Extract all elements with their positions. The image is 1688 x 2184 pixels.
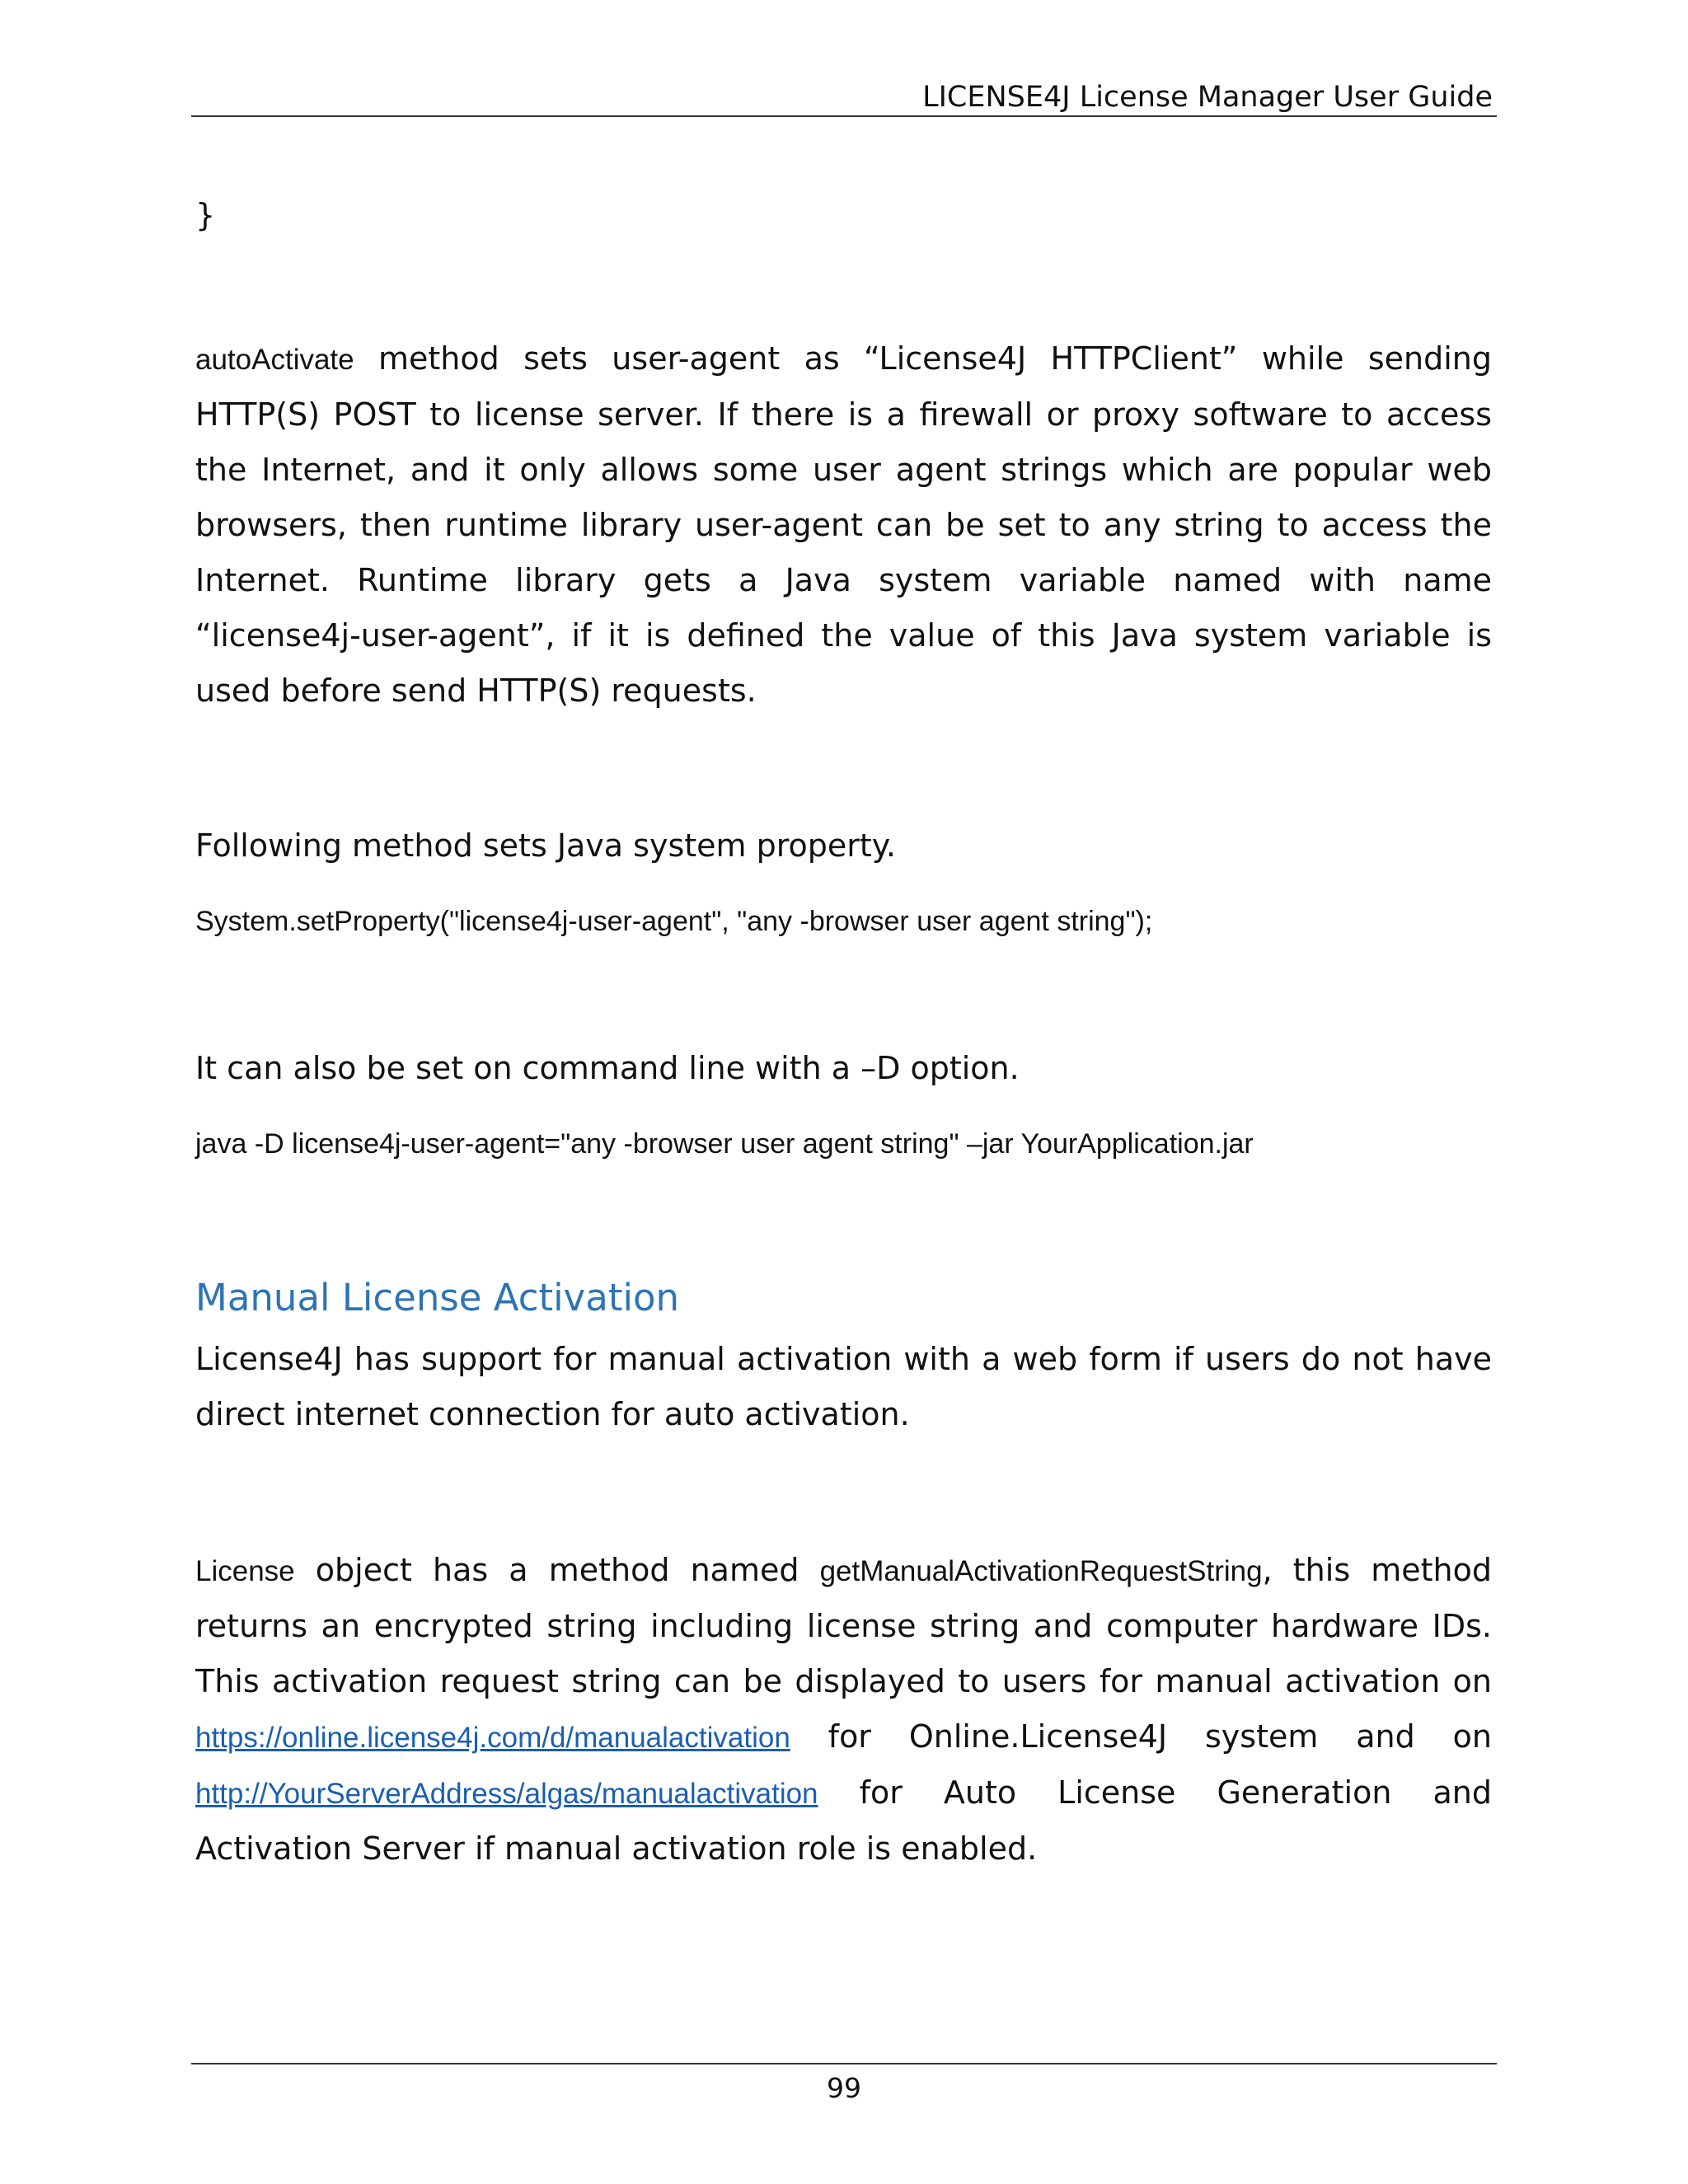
running-header-title: LICENSE4J License Manager User Guide xyxy=(922,81,1493,114)
online-manual-activation-link[interactable]: https://online.license4j.com/d/manualactivation xyxy=(195,1722,790,1754)
footer-rule xyxy=(191,2063,1497,2064)
user-agent-paragraph xyxy=(195,331,1492,719)
set-property-code: System.setProperty("license4j-user-agent", "any -browser user agent string"); xyxy=(195,906,1153,937)
header-rule xyxy=(191,115,1497,117)
section-heading-manual-activation: Manual License Activation xyxy=(195,1276,680,1319)
manual-activation-paragraph xyxy=(195,1543,1492,1877)
manual-activation-text-3: for Online.License4J system and on xyxy=(790,1718,1492,1755)
command-line-intro: It can also be set on command line with a –D option. xyxy=(195,1050,1020,1086)
closing-brace: } xyxy=(195,197,216,233)
user-agent-paragraph-text: method sets user-agent as “License4J HTTPClient” while sending HTTP(S) POST to license server. If there is a firewall or proxy software to access the Internet, and it only allows some user agent strings which are popular web browsers, then runtime library user-agent can be set to any string to access the Internet. Runtime library gets a Java system variable named with name “license4j-user-agent”, if it is defined the value of this Java system variable is used before send HTTP(S) requests. xyxy=(195,340,1492,709)
page-number: 99 xyxy=(827,2072,861,2104)
command-line-code: java -D license4j-user-agent="any -browser user agent string" –jar YourApplication.jar xyxy=(195,1128,1254,1160)
system-property-intro: Following method sets Java system property. xyxy=(195,827,896,864)
autoactivate-code: autoActivate xyxy=(195,344,354,376)
manual-activation-intro: License4J has support for manual activation with a web form if users do not have direct internet connection for auto activation. xyxy=(195,1341,1492,1432)
manual-activation-text-4: for Auto License Generation and Activation Server if manual activation role is enabled. xyxy=(195,1774,1492,1867)
license-object-code: License xyxy=(195,1555,295,1587)
manual-activation-text-2: , this method returns an encrypted string including license string and computer hardware IDs. This activation request string can be displayed to users for manual activation on xyxy=(195,1552,1492,1699)
manual-activation-text-1: object has a method named xyxy=(294,1552,820,1588)
get-request-string-code: getManualActivationRequestString xyxy=(819,1555,1263,1587)
server-manual-activation-link[interactable]: http://YourServerAddress/algas/manualactivation xyxy=(195,1778,818,1810)
